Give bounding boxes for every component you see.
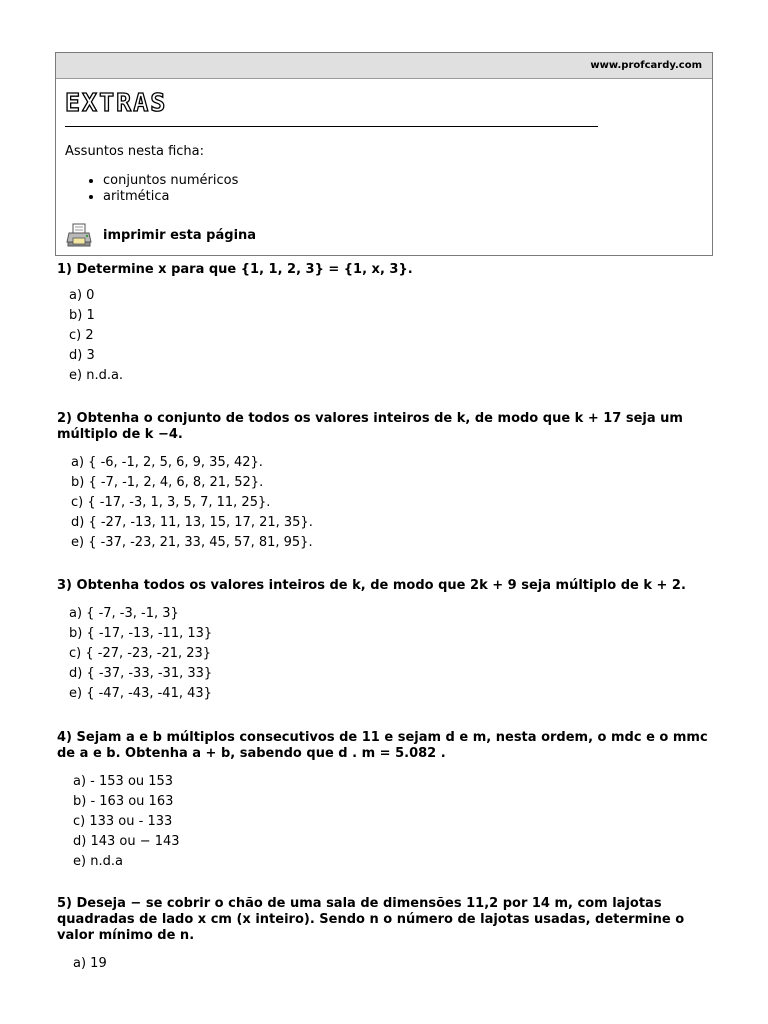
answer-option: c) { -27, -23, -21, 23}	[69, 646, 212, 661]
header-bar	[56, 53, 712, 79]
answer-options	[57, 453, 717, 553]
answer-option: c) 133 ou - 133	[73, 814, 173, 829]
answer-option: a) { -7, -3, -1, 3}	[69, 606, 179, 621]
question-text: 4) Sejam a e b múltiplos consecutivos de 11 e sejam d e m, nesta ordem, o mdc e o mmc de a e b. Obtenha a + b, sabendo que d . m = 5.082 .	[57, 730, 708, 761]
answer-option: e) { -37, -23, 21, 33, 45, 57, 81, 95}.	[71, 535, 313, 550]
question-2	[57, 411, 717, 553]
answer-options	[57, 954, 717, 974]
answer-option: a) { -6, -1, 2, 5, 6, 9, 35, 42}.	[71, 455, 263, 470]
answer-option: e) n.d.a	[73, 854, 123, 869]
question-5	[57, 896, 717, 974]
page-title: EXTRAS	[65, 88, 168, 117]
answer-option: a) 0	[69, 288, 95, 303]
question-text: 1) Determine x para que {1, 1, 2, 3} = {1, x, 3}.	[57, 262, 413, 277]
topic-item: • aritmética	[103, 189, 238, 205]
answer-options	[57, 604, 717, 704]
question-text: 3) Obtenha todos os valores inteiros de k, de modo que 2k + 9 seja múltiplo de k + 2.	[57, 578, 686, 593]
question-4	[57, 730, 717, 872]
answer-options	[57, 772, 717, 872]
answer-option: a) 19	[73, 956, 107, 971]
question-text: 2) Obtenha o conjunto de todos os valores inteiros de k, de modo que k + 17 seja um múltiplo de k −4.	[57, 411, 683, 442]
topics-list	[74, 173, 238, 205]
answer-option: e) { -47, -43, -41, 43}	[69, 686, 212, 701]
answer-option: c) 2	[69, 328, 94, 343]
answer-option: d) { -37, -33, -31, 33}	[69, 666, 213, 681]
question-3	[57, 578, 717, 704]
topics-label: Assuntos nesta ficha:	[65, 144, 205, 159]
answer-option: d) 143 ou − 143	[73, 834, 180, 849]
answer-option: d) 3	[69, 348, 95, 363]
answer-option: b) { -7, -1, 2, 4, 6, 8, 21, 52}.	[71, 475, 264, 490]
header-box	[55, 52, 713, 256]
print-page-link[interactable]	[66, 221, 256, 249]
printer-icon	[66, 222, 92, 248]
topic-item: • conjuntos numéricos	[103, 173, 238, 189]
title-divider	[65, 126, 598, 127]
question-1	[57, 262, 717, 386]
answer-options	[57, 286, 717, 386]
answer-option: a) - 153 ou 153	[73, 774, 174, 789]
answer-option: b) - 163 ou 163	[73, 794, 174, 809]
site-url-link[interactable]: www.profcardy.com	[590, 60, 702, 71]
print-page-label: imprimir esta página	[103, 227, 257, 243]
question-text: 5) Deseja − se cobrir o chão de uma sala de dimensões 11,2 por 14 m, com lajotas quadradas de lado x cm (x inteiro). Sendo n o número de lajotas usadas, determine o valor mínimo de n.	[57, 896, 685, 943]
answer-option: b) 1	[69, 308, 95, 323]
answer-option: b) { -17, -13, -11, 13}	[69, 626, 213, 641]
answer-option: c) { -17, -3, 1, 3, 5, 7, 11, 25}.	[71, 495, 271, 510]
answer-option: d) { -27, -13, 11, 13, 15, 17, 21, 35}.	[71, 515, 313, 530]
answer-option: e) n.d.a.	[69, 368, 124, 383]
